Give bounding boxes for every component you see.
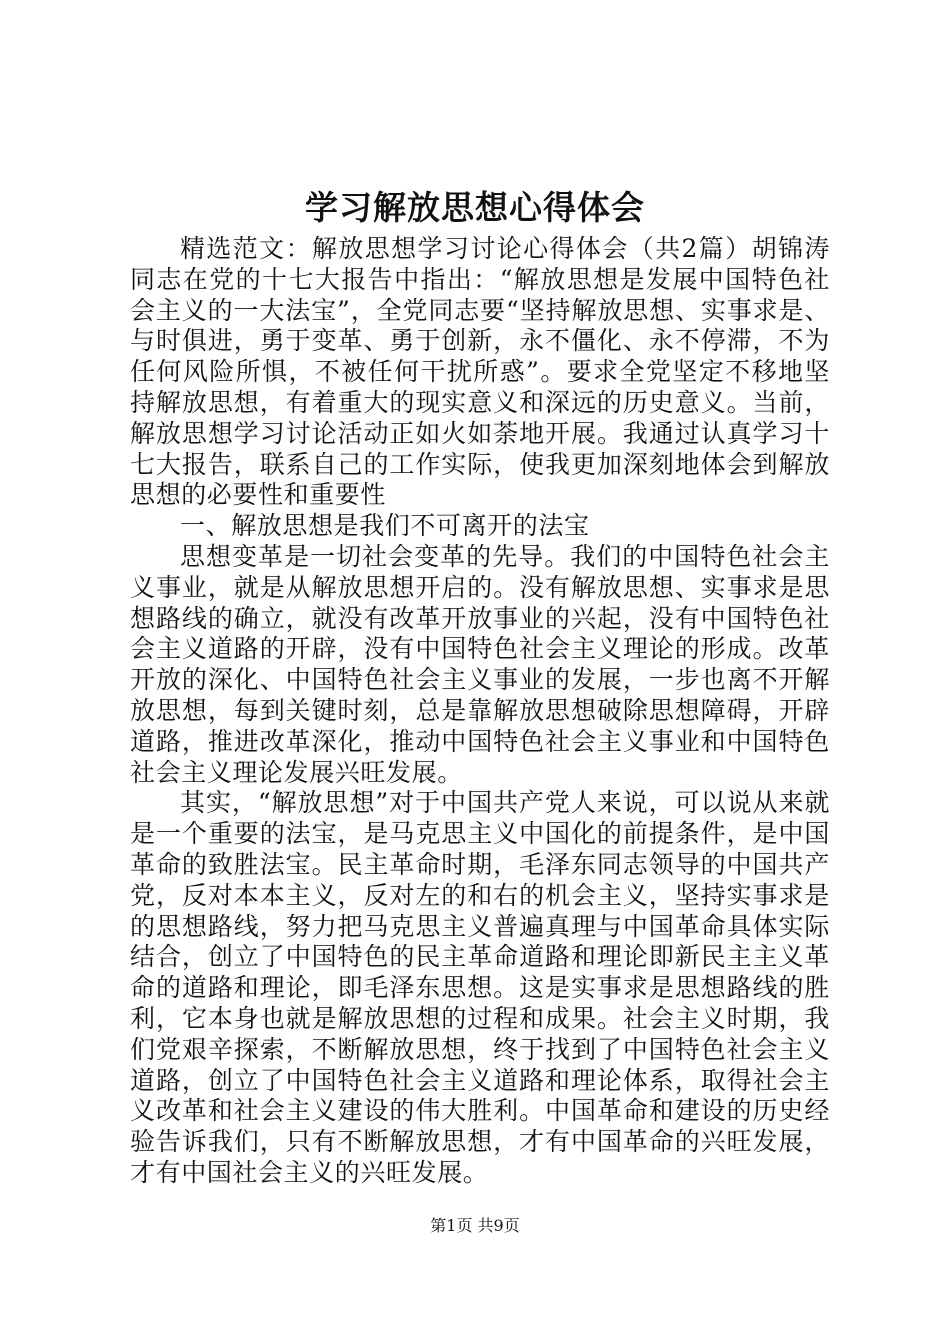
paragraph-history: 其实，“解放思想”对于中国共产党人来说，可以说从来就是一个重要的法宝，是马克思主义中国化的前提条件，是中国革命的致胜法宝。民主革命时期，毛泽东同志领导的中国共产党，反对本本主义，反对左的和右的机会主义，坚持实事求是的思想路线，努力把马克思主义普遍真理与中国革命具体实际结合，创立了中国特色的民主革命道路和理论即新民主主义革命的道路和理论，即毛泽东思想。这是实事求是思想路线的胜利，它本身也就是解放思想的过程和成果。社会主义时期，我们党艰辛探索，不断解放思想，终于找到了中国特色社会主义道路，创立了中国特色社会主义道路和理论体系，取得社会主义改革和社会主义建设的伟大胜利。中国革命和建设的历史经验告诉我们，只有不断解放思想，才有中国革命的兴旺发展，才有中国社会主义的兴旺发展。 xyxy=(130,788,830,1187)
paragraph-thought-reform: 思想变革是一切社会变革的先导。我们的中国特色社会主义事业，就是从解放思想开启的。没有解放思想、实事求是思想路线的确立，就没有改革开放事业的兴起，没有中国特色社会主义道路的开辟，没有中国特色社会主义理论的形成。改革开放的深化、中国特色社会主义事业的发展，一步也离不开解放思想，每到关键时刻，总是靠解放思想破除思想障碍，开辟道路，推进改革深化，推动中国特色社会主义事业和中国特色社会主义理论发展兴旺发展。 xyxy=(130,541,830,787)
document-title: 学习解放思想心得体会 xyxy=(305,188,645,227)
document-body xyxy=(130,234,830,1189)
section-heading: 一、解放思想是我们不可离开的法宝 xyxy=(180,511,590,541)
page-number: 第1页 共9页 xyxy=(430,1216,520,1235)
paragraph-intro: 精选范文：解放思想学习讨论心得体会（共2篇）胡锦涛同志在党的十七大报告中指出：“解放思想是发展中国特色社会主义的一大法宝”，全党同志要“坚持解放思想、实事求是、与时俱进，勇于变革、勇于创新，永不僵化、永不停滞，不为任何风险所惧，不被任何干扰所惑”。要求全党坚定不移地坚持解放思想，有着重大的现实意义和深远的历史意义。当前，解放思想学习讨论活动正如火如荼地开展。我通过认真学习十七大报告，联系自己的工作实际，使我更加深刻地体会到解放思想的必要性和重要性 xyxy=(130,234,830,510)
